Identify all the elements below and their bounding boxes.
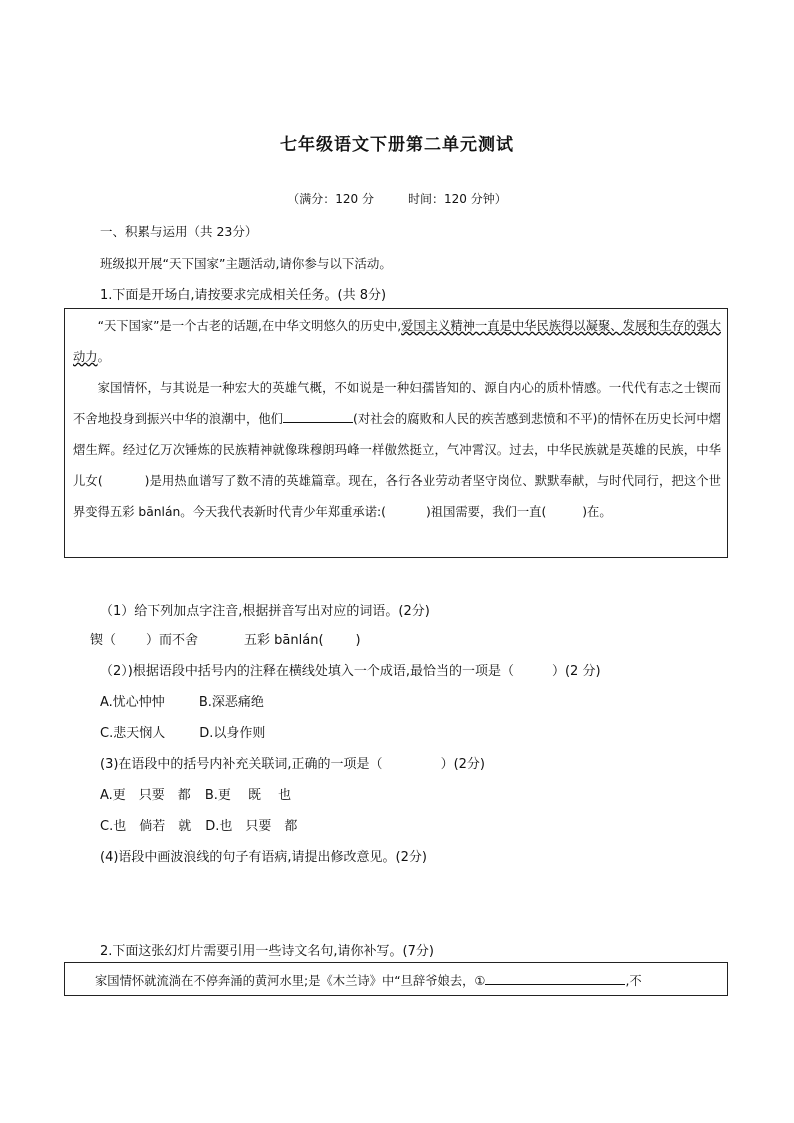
score-info: （满分：120 分 xyxy=(287,192,374,206)
option-b[interactable]: B.更 既 也 xyxy=(204,788,292,803)
option-a[interactable]: A.更 只要 都 xyxy=(100,788,191,803)
exam-info xyxy=(0,190,794,207)
question-2-heading: 2.下面这张幻灯片需要引用一些诗文名句,请你补写。(7分) xyxy=(100,944,434,959)
option-d[interactable]: D.也 只要 都 xyxy=(205,819,298,834)
option-c[interactable]: C.也 倘若 就 xyxy=(100,819,192,834)
passage-paragraph-2: 家国情怀，与其说是一种宏大的英雄气概，不如说是一种妇孺皆知的、源自内心的质朴情感。一代代有志之士锲而不舍地投身到振兴中华的浪潮中，他们 (对社会的腐败和人民的疾苦感到悲愤和不平)的情怀在历史长河中熠熠生辉。经过亿万次锤炼的民族精神就像珠穆朗玛峰一样傲然挺立，气冲霄汉。过去，中华民族就是英雄的民族，中华儿女( )是用热血谱写了数不清的英雄篇章。现在，各行各业劳动者坚守岗位、默默奉献，与时代同行，把这个世界变得五彩 bānlán。今天我代表新时代青少年郑重承诺:( )祖国需要，我们一直( )在。 xyxy=(73,381,721,519)
sub-question-1-items: 锲（ ）而不舍 五彩 bānlán( ) xyxy=(90,633,361,648)
sub-question-3: (3)在语段中的括号内补充关联词,正确的一项是（ ）(2分) xyxy=(100,757,485,772)
option-row xyxy=(100,722,265,741)
page-title: 七年级语文下册第二单元测试 xyxy=(280,135,514,155)
sub-question-1: （1）给下列加点字注音,根据拼音写出对应的词语。(2分) xyxy=(100,604,430,619)
poem-blank-1[interactable] xyxy=(485,984,625,985)
passage-box xyxy=(64,308,728,558)
option-d[interactable]: D.以身作则 xyxy=(199,726,266,741)
sub-question-2: （2）)根据语段中括号内的注释在横线处填入一个成语,最恰当的一项是（ ）(2 分) xyxy=(100,664,601,679)
activity-intro: 班级拟开展“天下国家”主题活动,请你参与以下活动。 xyxy=(100,256,392,271)
idiom-blank[interactable] xyxy=(283,422,353,423)
wavy-sentence: 爱国主义精神一直是中华民族得以凝聚、发展和生存的强大动力 xyxy=(73,319,721,364)
option-a[interactable]: A.忧心忡忡 xyxy=(100,695,165,710)
question-1-heading: 1.下面是开场白,请按要求完成相关任务。(共 8分) xyxy=(100,288,387,303)
option-row xyxy=(100,784,291,803)
passage-paragraph-1: “天下国家”是一个古老的话题,在中华文明悠久的历史中,爱国主义精神一直是中华民族得以凝聚、发展和生存的强大动力。 xyxy=(73,319,721,364)
time-info: 时间：120 分钟） xyxy=(408,192,507,206)
section-heading: 一、积累与运用（共 23分） xyxy=(100,224,258,239)
option-b[interactable]: B.深恶痛绝 xyxy=(198,695,264,710)
option-row xyxy=(100,691,264,710)
slide-box xyxy=(64,962,728,996)
option-row xyxy=(100,815,297,834)
option-c[interactable]: C.悲天悯人 xyxy=(100,726,166,741)
slide-text: 家国情怀就流淌在不停奔涌的黄河水里;是《木兰诗》中“旦辞爷娘去，① ,不 xyxy=(95,974,642,988)
sub-question-4: (4)语段中画波浪线的句子有语病,请提出修改意见。(2分) xyxy=(100,850,427,865)
